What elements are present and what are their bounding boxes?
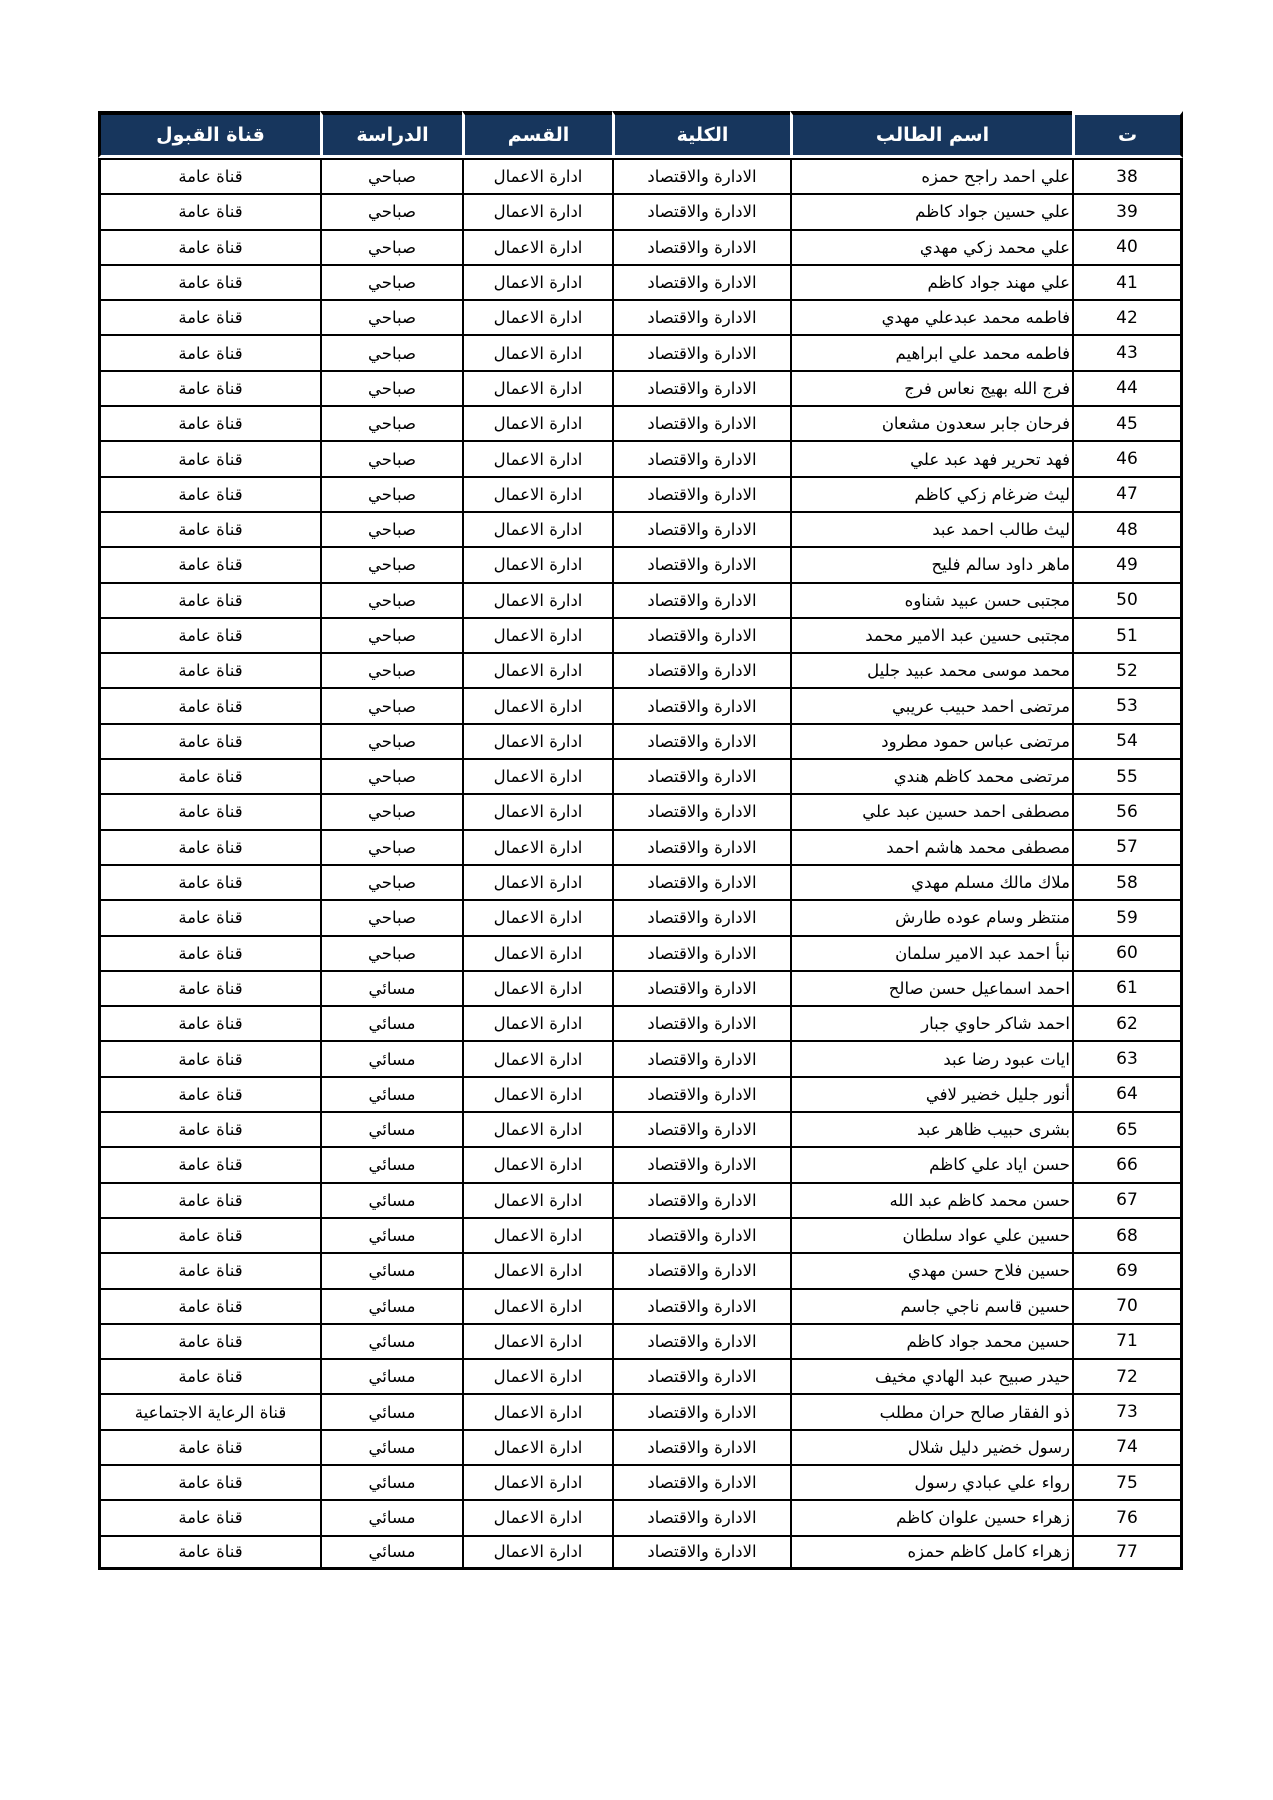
cell-study: صباحي [320, 370, 462, 405]
cell-college: الادارة والاقتصاد [612, 299, 790, 334]
cell-index: 38 [1072, 158, 1183, 193]
cell-channel: قناة عامة [98, 511, 320, 546]
cell-index: 59 [1072, 899, 1183, 934]
cell-channel: قناة عامة [98, 1005, 320, 1040]
cell-channel: قناة عامة [98, 1182, 320, 1217]
cell-index: 77 [1072, 1535, 1183, 1570]
cell-department: ادارة الاعمال [462, 1005, 612, 1040]
cell-channel: قناة عامة [98, 1429, 320, 1464]
cell-index: 64 [1072, 1076, 1183, 1111]
cell-name: فرحان جابر سعدون مشعان [790, 405, 1072, 440]
cell-name: فهد تحرير فهد عبد علي [790, 440, 1072, 475]
cell-department: ادارة الاعمال [462, 546, 612, 581]
cell-study: صباحي [320, 511, 462, 546]
cell-channel: قناة عامة [98, 546, 320, 581]
cell-study: مسائي [320, 1217, 462, 1252]
cell-index: 43 [1072, 334, 1183, 369]
cell-college: الادارة والاقتصاد [612, 440, 790, 475]
column-header-index: ت [1072, 111, 1183, 158]
cell-index: 52 [1072, 652, 1183, 687]
cell-index: 75 [1072, 1464, 1183, 1499]
column-header-channel: قناة القبول [98, 111, 320, 158]
table-row [98, 299, 1183, 334]
column-header-study: الدراسة [320, 111, 462, 158]
cell-department: ادارة الاعمال [462, 935, 612, 970]
table-row [98, 864, 1183, 899]
cell-department: ادارة الاعمال [462, 723, 612, 758]
table-row [98, 829, 1183, 864]
cell-study: صباحي [320, 546, 462, 581]
cell-college: الادارة والاقتصاد [612, 617, 790, 652]
cell-index: 67 [1072, 1182, 1183, 1217]
cell-name: زهراء حسين علوان كاظم [790, 1499, 1072, 1534]
cell-college: الادارة والاقتصاد [612, 723, 790, 758]
cell-name: ماهر داود سالم فليح [790, 546, 1072, 581]
cell-study: مسائي [320, 1076, 462, 1111]
table-row [98, 158, 1183, 193]
cell-study: مسائي [320, 1535, 462, 1570]
cell-department: ادارة الاعمال [462, 370, 612, 405]
cell-study: مسائي [320, 1146, 462, 1181]
cell-channel: قناة عامة [98, 758, 320, 793]
cell-department: ادارة الاعمال [462, 793, 612, 828]
cell-study: صباحي [320, 935, 462, 970]
cell-index: 72 [1072, 1358, 1183, 1393]
cell-name: علي محمد زكي مهدي [790, 229, 1072, 264]
cell-college: الادارة والاقتصاد [612, 1005, 790, 1040]
cell-index: 73 [1072, 1393, 1183, 1428]
cell-department: ادارة الاعمال [462, 440, 612, 475]
cell-name: احمد اسماعيل حسن صالح [790, 970, 1072, 1005]
cell-study: مسائي [320, 1111, 462, 1146]
cell-college: الادارة والاقتصاد [612, 405, 790, 440]
cell-name: فاطمه محمد علي ابراهيم [790, 334, 1072, 369]
table-row [98, 687, 1183, 722]
cell-college: الادارة والاقتصاد [612, 687, 790, 722]
cell-department: ادارة الاعمال [462, 1358, 612, 1393]
cell-index: 50 [1072, 582, 1183, 617]
cell-index: 61 [1072, 970, 1183, 1005]
cell-index: 76 [1072, 1499, 1183, 1534]
cell-study: صباحي [320, 864, 462, 899]
table-row [98, 723, 1183, 758]
table-row [98, 617, 1183, 652]
cell-index: 69 [1072, 1252, 1183, 1287]
cell-channel: قناة عامة [98, 264, 320, 299]
cell-study: صباحي [320, 899, 462, 934]
cell-channel: قناة عامة [98, 334, 320, 369]
cell-college: الادارة والاقتصاد [612, 1393, 790, 1428]
cell-index: 51 [1072, 617, 1183, 652]
cell-channel: قناة عامة [98, 193, 320, 228]
cell-name: ملاك مالك مسلم مهدي [790, 864, 1072, 899]
cell-college: الادارة والاقتصاد [612, 1182, 790, 1217]
cell-channel: قناة عامة [98, 1252, 320, 1287]
cell-channel: قناة عامة [98, 970, 320, 1005]
column-header-name: اسم الطالب [790, 111, 1072, 158]
cell-department: ادارة الاعمال [462, 264, 612, 299]
cell-college: الادارة والاقتصاد [612, 793, 790, 828]
cell-college: الادارة والاقتصاد [612, 1288, 790, 1323]
table-row [98, 935, 1183, 970]
table-row [98, 1111, 1183, 1146]
cell-index: 68 [1072, 1217, 1183, 1252]
cell-name: حسين فلاح حسن مهدي [790, 1252, 1072, 1287]
cell-department: ادارة الاعمال [462, 476, 612, 511]
cell-name: مجتبى حسن عبيد شناوه [790, 582, 1072, 617]
cell-college: الادارة والاقتصاد [612, 1217, 790, 1252]
cell-name: زهراء كامل كاظم حمزه [790, 1535, 1072, 1570]
cell-department: ادارة الاعمال [462, 970, 612, 1005]
table-row [98, 370, 1183, 405]
cell-department: ادارة الاعمال [462, 582, 612, 617]
table-row [98, 1005, 1183, 1040]
cell-index: 74 [1072, 1429, 1183, 1464]
cell-department: ادارة الاعمال [462, 405, 612, 440]
table-row [98, 1499, 1183, 1534]
cell-name: ليث طالب احمد عبد [790, 511, 1072, 546]
table-row [98, 970, 1183, 1005]
cell-index: 56 [1072, 793, 1183, 828]
cell-index: 65 [1072, 1111, 1183, 1146]
cell-channel: قناة عامة [98, 1111, 320, 1146]
cell-study: صباحي [320, 793, 462, 828]
cell-department: ادارة الاعمال [462, 229, 612, 264]
cell-channel: قناة عامة [98, 1146, 320, 1181]
cell-college: الادارة والاقتصاد [612, 582, 790, 617]
table-row [98, 546, 1183, 581]
cell-college: الادارة والاقتصاد [612, 758, 790, 793]
cell-department: ادارة الاعمال [462, 687, 612, 722]
cell-study: صباحي [320, 334, 462, 369]
table-row [98, 1393, 1183, 1428]
cell-department: ادارة الاعمال [462, 899, 612, 934]
cell-department: ادارة الاعمال [462, 652, 612, 687]
cell-study: صباحي [320, 229, 462, 264]
cell-college: الادارة والاقتصاد [612, 1076, 790, 1111]
cell-channel: قناة عامة [98, 1217, 320, 1252]
cell-study: صباحي [320, 476, 462, 511]
cell-channel: قناة عامة [98, 829, 320, 864]
cell-department: ادارة الاعمال [462, 1288, 612, 1323]
cell-department: ادارة الاعمال [462, 864, 612, 899]
cell-study: صباحي [320, 652, 462, 687]
table-row [98, 758, 1183, 793]
cell-name: احمد شاكر حاوي جبار [790, 1005, 1072, 1040]
cell-study: صباحي [320, 829, 462, 864]
cell-college: الادارة والاقتصاد [612, 229, 790, 264]
cell-channel: قناة عامة [98, 1464, 320, 1499]
cell-name: مرتضى عباس حمود مطرود [790, 723, 1072, 758]
cell-index: 63 [1072, 1040, 1183, 1075]
cell-study: مسائي [320, 1288, 462, 1323]
cell-department: ادارة الاعمال [462, 1499, 612, 1534]
cell-department: ادارة الاعمال [462, 1429, 612, 1464]
cell-study: مسائي [320, 1005, 462, 1040]
cell-name: بشرى حبيب ظاهر عبد [790, 1111, 1072, 1146]
table-row [98, 793, 1183, 828]
cell-channel: قناة عامة [98, 299, 320, 334]
cell-college: الادارة والاقتصاد [612, 935, 790, 970]
cell-college: الادارة والاقتصاد [612, 264, 790, 299]
cell-index: 49 [1072, 546, 1183, 581]
cell-name: حسين قاسم ناجي جاسم [790, 1288, 1072, 1323]
cell-name: منتظر وسام عوده طارش [790, 899, 1072, 934]
cell-channel: قناة عامة [98, 476, 320, 511]
cell-name: ايات عبود رضا عبد [790, 1040, 1072, 1075]
cell-name: نبأ احمد عبد الامير سلمان [790, 935, 1072, 970]
cell-channel: قناة عامة [98, 1535, 320, 1570]
cell-index: 39 [1072, 193, 1183, 228]
cell-college: الادارة والاقتصاد [612, 158, 790, 193]
table-row [98, 1076, 1183, 1111]
cell-study: مسائي [320, 1464, 462, 1499]
cell-channel: قناة عامة [98, 1323, 320, 1358]
cell-channel: قناة الرعاية الاجتماعية [98, 1393, 320, 1428]
cell-college: الادارة والاقتصاد [612, 652, 790, 687]
column-header-department: القسم [462, 111, 612, 158]
cell-channel: قناة عامة [98, 1358, 320, 1393]
table-row [98, 229, 1183, 264]
cell-college: الادارة والاقتصاد [612, 1040, 790, 1075]
cell-department: ادارة الاعمال [462, 1323, 612, 1358]
cell-study: صباحي [320, 440, 462, 475]
cell-study: مسائي [320, 1358, 462, 1393]
cell-index: 57 [1072, 829, 1183, 864]
table-row [98, 652, 1183, 687]
cell-channel: قناة عامة [98, 1288, 320, 1323]
table-row [98, 1146, 1183, 1181]
cell-department: ادارة الاعمال [462, 1146, 612, 1181]
cell-channel: قناة عامة [98, 899, 320, 934]
cell-college: الادارة والاقتصاد [612, 1358, 790, 1393]
cell-channel: قناة عامة [98, 864, 320, 899]
cell-name: ذو الفقار صالح حران مطلب [790, 1393, 1072, 1428]
cell-department: ادارة الاعمال [462, 1535, 612, 1570]
cell-channel: قناة عامة [98, 723, 320, 758]
students-table [98, 111, 1183, 1570]
cell-study: مسائي [320, 1393, 462, 1428]
cell-college: الادارة والاقتصاد [612, 1499, 790, 1534]
table-row [98, 1464, 1183, 1499]
cell-name: مرتضى احمد حبيب عريبي [790, 687, 1072, 722]
table-row [98, 1182, 1183, 1217]
table-row [98, 405, 1183, 440]
cell-channel: قناة عامة [98, 1076, 320, 1111]
cell-study: مسائي [320, 1252, 462, 1287]
cell-index: 53 [1072, 687, 1183, 722]
cell-index: 40 [1072, 229, 1183, 264]
cell-college: الادارة والاقتصاد [612, 334, 790, 369]
cell-study: مسائي [320, 1429, 462, 1464]
table-row [98, 1217, 1183, 1252]
cell-college: الادارة والاقتصاد [612, 1535, 790, 1570]
cell-study: صباحي [320, 405, 462, 440]
table-row [98, 193, 1183, 228]
cell-department: ادارة الاعمال [462, 1076, 612, 1111]
cell-name: فرج الله بهيج نعاس فرج [790, 370, 1072, 405]
cell-department: ادارة الاعمال [462, 758, 612, 793]
table-row [98, 1323, 1183, 1358]
cell-channel: قناة عامة [98, 1040, 320, 1075]
cell-study: صباحي [320, 264, 462, 299]
cell-college: الادارة والاقتصاد [612, 193, 790, 228]
cell-name: علي مهند جواد كاظم [790, 264, 1072, 299]
cell-college: الادارة والاقتصاد [612, 546, 790, 581]
cell-college: الادارة والاقتصاد [612, 899, 790, 934]
cell-study: صباحي [320, 299, 462, 334]
cell-department: ادارة الاعمال [462, 334, 612, 369]
cell-department: ادارة الاعمال [462, 193, 612, 228]
cell-department: ادارة الاعمال [462, 1464, 612, 1499]
cell-name: علي حسين جواد كاظم [790, 193, 1072, 228]
cell-college: الادارة والاقتصاد [612, 1464, 790, 1499]
table-row [98, 264, 1183, 299]
cell-channel: قناة عامة [98, 617, 320, 652]
cell-study: صباحي [320, 687, 462, 722]
cell-study: مسائي [320, 1323, 462, 1358]
cell-study: مسائي [320, 1182, 462, 1217]
cell-college: الادارة والاقتصاد [612, 970, 790, 1005]
cell-name: حيدر صبيح عبد الهادي مخيف [790, 1358, 1072, 1393]
cell-study: صباحي [320, 158, 462, 193]
cell-department: ادارة الاعمال [462, 1217, 612, 1252]
cell-department: ادارة الاعمال [462, 299, 612, 334]
cell-department: ادارة الاعمال [462, 511, 612, 546]
cell-study: صباحي [320, 582, 462, 617]
cell-name: رواء علي عبادي رسول [790, 1464, 1072, 1499]
cell-channel: قناة عامة [98, 405, 320, 440]
table-row [98, 1040, 1183, 1075]
cell-channel: قناة عامة [98, 687, 320, 722]
cell-study: صباحي [320, 617, 462, 652]
cell-department: ادارة الاعمال [462, 617, 612, 652]
cell-channel: قناة عامة [98, 1499, 320, 1534]
cell-college: الادارة والاقتصاد [612, 864, 790, 899]
table-row [98, 1535, 1183, 1570]
cell-college: الادارة والاقتصاد [612, 1146, 790, 1181]
table-row [98, 511, 1183, 546]
cell-name: مصطفى احمد حسين عبد علي [790, 793, 1072, 828]
cell-index: 46 [1072, 440, 1183, 475]
cell-index: 55 [1072, 758, 1183, 793]
cell-index: 70 [1072, 1288, 1183, 1323]
cell-college: الادارة والاقتصاد [612, 1252, 790, 1287]
cell-index: 42 [1072, 299, 1183, 334]
cell-department: ادارة الاعمال [462, 1393, 612, 1428]
cell-channel: قناة عامة [98, 229, 320, 264]
cell-index: 58 [1072, 864, 1183, 899]
table-row [98, 476, 1183, 511]
cell-channel: قناة عامة [98, 370, 320, 405]
table-row [98, 440, 1183, 475]
cell-study: مسائي [320, 970, 462, 1005]
cell-index: 44 [1072, 370, 1183, 405]
table-row [98, 334, 1183, 369]
table-row [98, 1429, 1183, 1464]
cell-name: مجتبى حسين عبد الامير محمد [790, 617, 1072, 652]
cell-name: أنور جليل خضير لافي [790, 1076, 1072, 1111]
cell-college: الادارة والاقتصاد [612, 476, 790, 511]
cell-college: الادارة والاقتصاد [612, 370, 790, 405]
cell-name: علي احمد راجح حمزه [790, 158, 1072, 193]
cell-name: فاطمه محمد عبدعلي مهدي [790, 299, 1072, 334]
cell-name: مرتضى محمد كاظم هندي [790, 758, 1072, 793]
cell-index: 54 [1072, 723, 1183, 758]
cell-study: مسائي [320, 1040, 462, 1075]
cell-department: ادارة الاعمال [462, 158, 612, 193]
cell-index: 60 [1072, 935, 1183, 970]
cell-index: 41 [1072, 264, 1183, 299]
cell-department: ادارة الاعمال [462, 829, 612, 864]
cell-channel: قناة عامة [98, 440, 320, 475]
cell-college: الادارة والاقتصاد [612, 829, 790, 864]
cell-college: الادارة والاقتصاد [612, 1429, 790, 1464]
cell-name: حسين محمد جواد كاظم [790, 1323, 1072, 1358]
cell-study: مسائي [320, 1499, 462, 1534]
cell-index: 45 [1072, 405, 1183, 440]
table-row [98, 582, 1183, 617]
cell-study: صباحي [320, 193, 462, 228]
cell-index: 66 [1072, 1146, 1183, 1181]
cell-index: 71 [1072, 1323, 1183, 1358]
cell-department: ادارة الاعمال [462, 1252, 612, 1287]
cell-index: 62 [1072, 1005, 1183, 1040]
cell-channel: قناة عامة [98, 652, 320, 687]
cell-department: ادارة الاعمال [462, 1111, 612, 1146]
cell-department: ادارة الاعمال [462, 1040, 612, 1075]
cell-name: محمد موسى محمد عبيد جليل [790, 652, 1072, 687]
table-row [98, 899, 1183, 934]
cell-channel: قناة عامة [98, 793, 320, 828]
cell-study: صباحي [320, 723, 462, 758]
cell-name: رسول خضير دليل شلال [790, 1429, 1072, 1464]
cell-index: 47 [1072, 476, 1183, 511]
header-row [98, 111, 1183, 158]
cell-college: الادارة والاقتصاد [612, 1111, 790, 1146]
cell-college: الادارة والاقتصاد [612, 1323, 790, 1358]
cell-index: 48 [1072, 511, 1183, 546]
cell-name: حسن اياد علي كاظم [790, 1146, 1072, 1181]
table-row [98, 1358, 1183, 1393]
cell-channel: قناة عامة [98, 158, 320, 193]
cell-channel: قناة عامة [98, 582, 320, 617]
table-row [98, 1288, 1183, 1323]
cell-study: صباحي [320, 758, 462, 793]
cell-college: الادارة والاقتصاد [612, 511, 790, 546]
cell-name: ليث ضرغام زكي كاظم [790, 476, 1072, 511]
cell-name: حسين علي عواد سلطان [790, 1217, 1072, 1252]
cell-department: ادارة الاعمال [462, 1182, 612, 1217]
cell-channel: قناة عامة [98, 935, 320, 970]
cell-name: حسن محمد كاظم عبد الله [790, 1182, 1072, 1217]
cell-name: مصطفى محمد هاشم احمد [790, 829, 1072, 864]
table-row [98, 1252, 1183, 1287]
column-header-college: الكلية [612, 111, 790, 158]
